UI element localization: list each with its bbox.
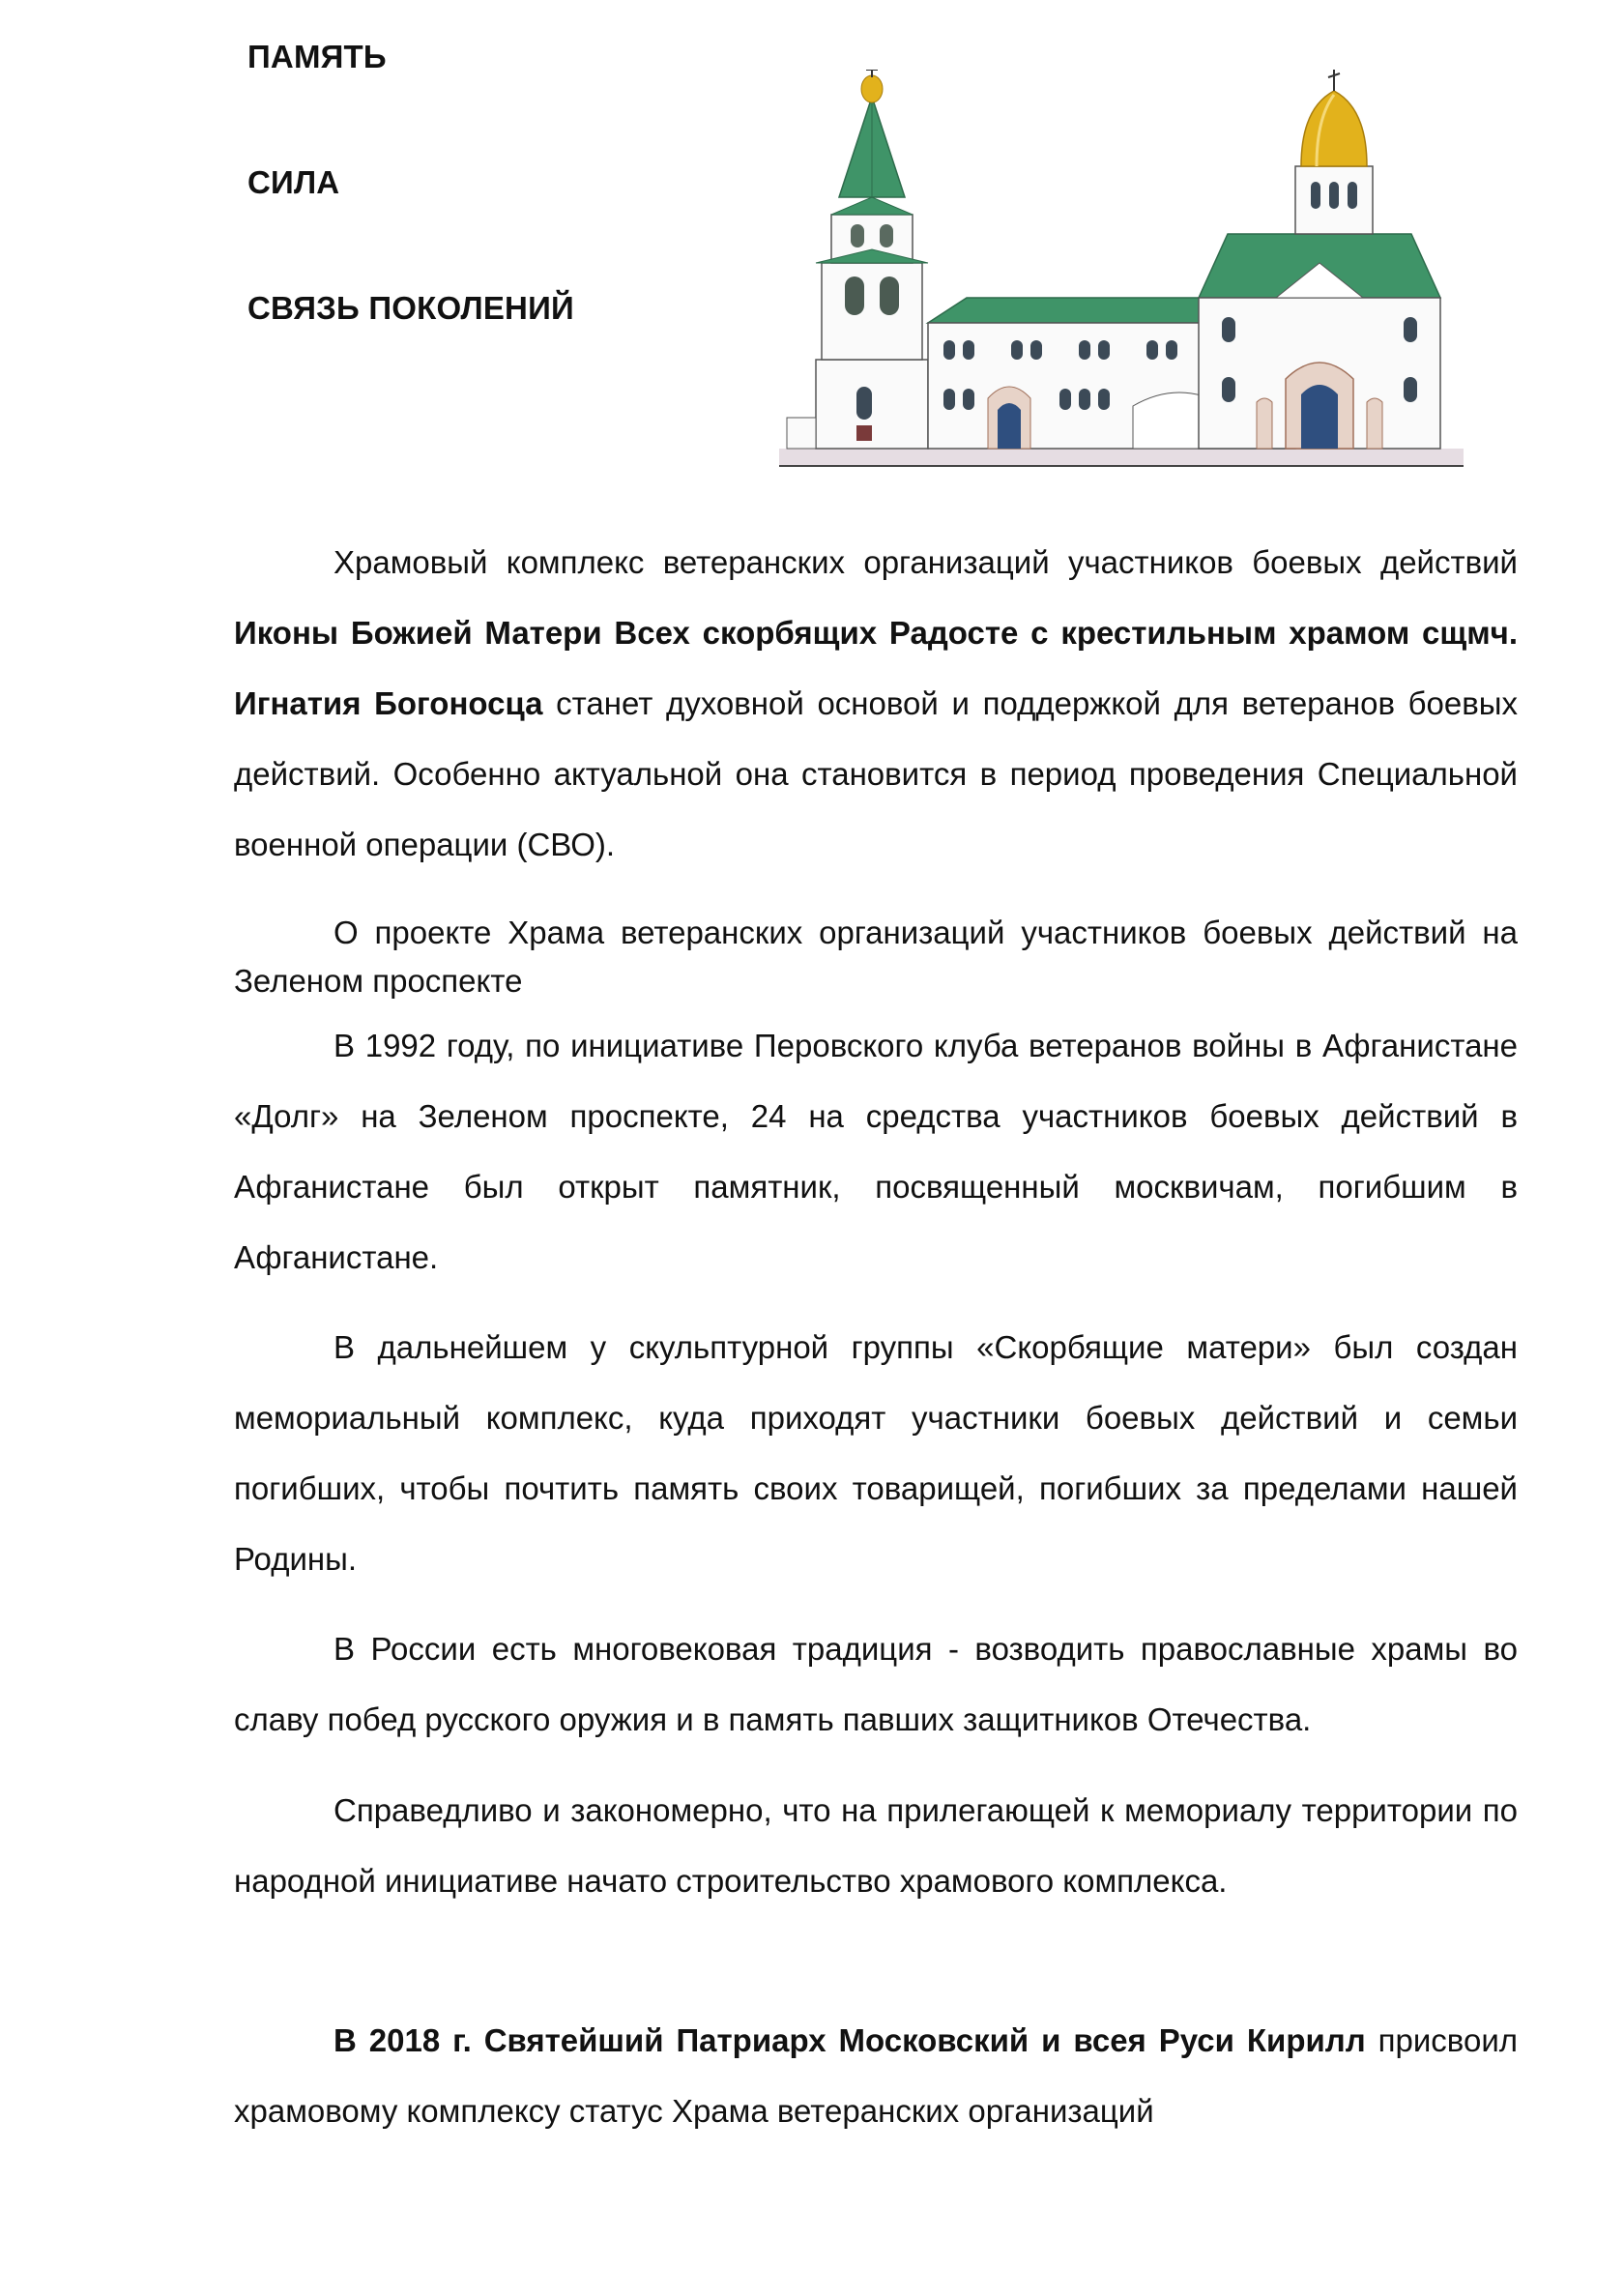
ground-strip	[779, 449, 1464, 466]
p6-bold: В 2018 г. Святейший Патриарх Московский и всея Руси Кирилл	[334, 2022, 1366, 2058]
p5-text: Справедливо и закономерно, что на прилегающей к мемориалу территории по народной инициативе начато строительство храмового комплекса.	[234, 1792, 1518, 1899]
church-illustration	[773, 70, 1469, 485]
motto-memory: ПАМЯТЬ	[247, 39, 387, 74]
paragraph-3	[234, 1312, 1518, 1594]
paragraph-6	[234, 2005, 1518, 2146]
p4-text: В России есть многовековая традиция - возводить православные храмы во славу побед русского оружия и в память павших защитников Отечества.	[234, 1631, 1518, 1737]
p6-post: присвоил храмовому комплексу статус Храма ветеранских организаций	[234, 2022, 1519, 2129]
p1-bold: Иконы Божией Матери Всех скорбящих Радосте с крестильным храмом сщмч. Игнатия Богоносца	[234, 615, 1518, 721]
motto-generations: СВЯЗЬ ПОКОЛЕНИЙ	[247, 290, 574, 326]
paragraph-5	[234, 1775, 1518, 1916]
bell-tower	[816, 70, 928, 449]
p3-text: В дальнейшем у скульптурной группы «Скорбящие матери» был создан мемориальный комплекс, куда приходят участники боевых действий и семьи погибших, чтобы почтить память своих товарищей, погибших за пределами нашей Родины.	[234, 1329, 1518, 1577]
main-church	[1199, 70, 1440, 449]
heading-text: О проекте Храма ветеранских организаций участников боевых действий на Зеленом проспекте	[234, 915, 1518, 999]
paragraph-1	[234, 527, 1518, 880]
p1-pre: Храмовый комплекс ветеранских организаций участников боевых действий	[334, 544, 1518, 580]
paragraph-4	[234, 1613, 1518, 1755]
p1-post: станет духовной основой и поддержкой для ветеранов боевых действий. Особенно актуальной она становится в период проведения Специальной военной операции (СВО).	[234, 685, 1518, 862]
p2-text: В 1992 году, по инициативе Перовского клуба ветеранов войны в Афганистане «Долг» на Зеленом проспекте, 24 на средства участников боевых действий в Афганистане был открыт памятник, посвященный москвичам, погибшим в Афганистане.	[234, 1028, 1518, 1275]
section-heading	[234, 909, 1518, 1005]
motto-strength: СИЛА	[247, 164, 340, 200]
paragraph-2	[234, 1010, 1518, 1293]
